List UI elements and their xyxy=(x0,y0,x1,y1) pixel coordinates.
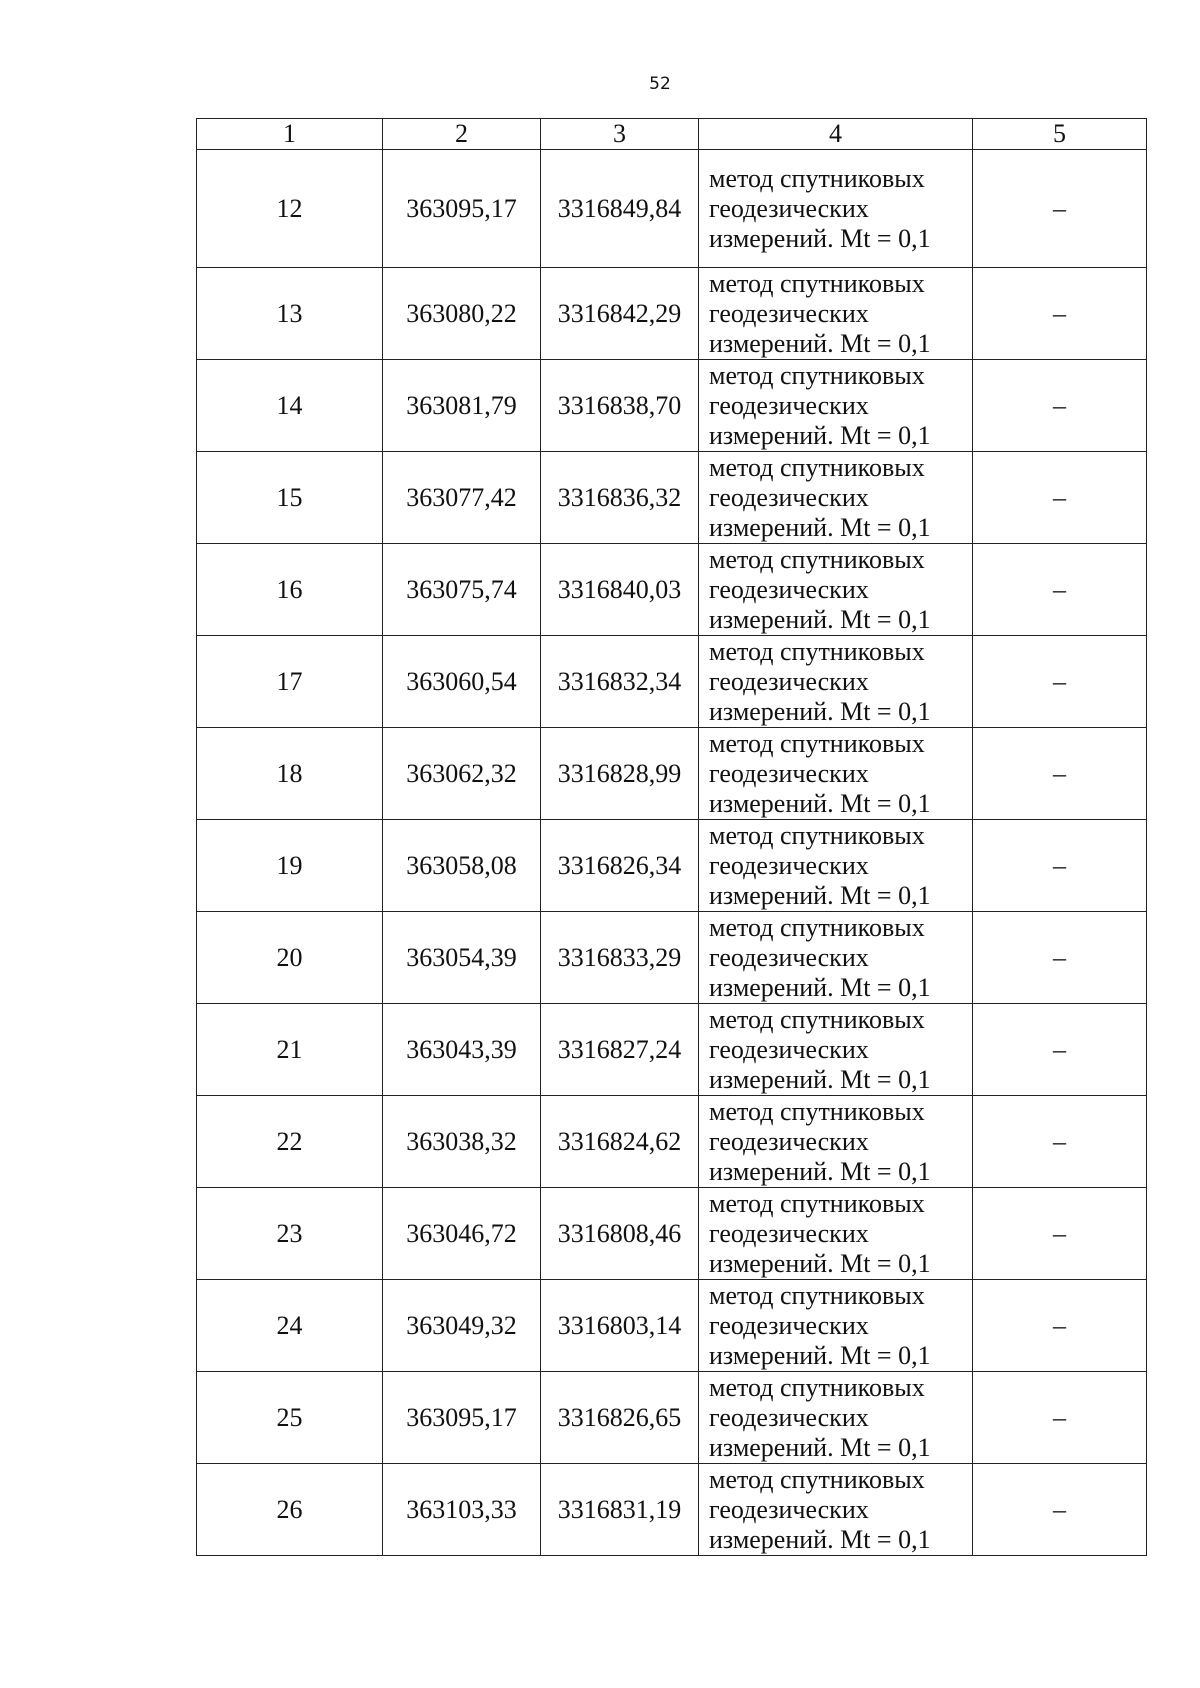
point-number-cell: 13 xyxy=(197,268,383,360)
point-number-cell: 26 xyxy=(197,1464,383,1556)
column-header-3: 3 xyxy=(541,119,699,150)
note-cell: – xyxy=(973,636,1147,728)
x-coordinate-cell: 363060,54 xyxy=(383,636,541,728)
point-number-cell: 24 xyxy=(197,1280,383,1372)
method-cell xyxy=(699,1464,973,1556)
method-line: измерений. Mt = 0,1 xyxy=(709,1064,931,1094)
note-cell: – xyxy=(973,360,1147,452)
table-row xyxy=(197,1372,1147,1464)
table-row xyxy=(197,820,1147,912)
x-coordinate-cell: 363054,39 xyxy=(383,912,541,1004)
method-cell xyxy=(699,820,973,912)
x-coordinate-cell: 363077,42 xyxy=(383,452,541,544)
y-coordinate-cell: 3316832,34 xyxy=(541,636,699,728)
y-coordinate-cell: 3316824,62 xyxy=(541,1096,699,1188)
method-line: метод спутниковых xyxy=(709,912,925,942)
y-coordinate-cell: 3316803,14 xyxy=(541,1280,699,1372)
y-coordinate-cell: 3316849,84 xyxy=(541,150,699,268)
method-line: измерений. Mt = 0,1 xyxy=(709,1156,931,1186)
method-line: геодезических xyxy=(709,574,869,604)
method-line: геодезических xyxy=(709,1402,869,1432)
method-line: геодезических xyxy=(709,298,869,328)
method-line: метод спутниковых xyxy=(709,452,925,482)
column-header-2: 2 xyxy=(383,119,541,150)
point-number-cell: 17 xyxy=(197,636,383,728)
method-line: геодезических xyxy=(709,1310,869,1340)
point-number-cell: 14 xyxy=(197,360,383,452)
table-row xyxy=(197,150,1147,268)
method-line: метод спутниковых xyxy=(709,1188,925,1218)
table-row xyxy=(197,452,1147,544)
method-cell xyxy=(699,1004,973,1096)
method-line: метод спутниковых xyxy=(709,728,925,758)
method-cell xyxy=(699,544,973,636)
page-number: 52 xyxy=(649,74,671,94)
method-line: метод спутниковых xyxy=(709,360,925,390)
note-cell: – xyxy=(973,268,1147,360)
column-header-5: 5 xyxy=(973,119,1147,150)
y-coordinate-cell: 3316827,24 xyxy=(541,1004,699,1096)
point-number-cell: 15 xyxy=(197,452,383,544)
y-coordinate-cell: 3316826,34 xyxy=(541,820,699,912)
method-line: геодезических xyxy=(709,482,869,512)
method-line: измерений. Mt = 0,1 xyxy=(709,1248,931,1278)
column-header-4: 4 xyxy=(699,119,973,150)
method-line: метод спутниковых xyxy=(709,820,925,850)
method-line: геодезических xyxy=(709,193,869,223)
method-line: измерений. Mt = 0,1 xyxy=(709,788,931,818)
x-coordinate-cell: 363075,74 xyxy=(383,544,541,636)
note-cell: – xyxy=(973,1004,1147,1096)
y-coordinate-cell: 3316840,03 xyxy=(541,544,699,636)
table-row xyxy=(197,268,1147,360)
method-line: геодезических xyxy=(709,758,869,788)
note-cell: – xyxy=(973,150,1147,268)
table-body xyxy=(197,150,1147,1556)
method-cell xyxy=(699,1096,973,1188)
method-cell xyxy=(699,268,973,360)
point-number-cell: 23 xyxy=(197,1188,383,1280)
method-line: измерений. Mt = 0,1 xyxy=(709,1524,931,1554)
table-row xyxy=(197,912,1147,1004)
x-coordinate-cell: 363081,79 xyxy=(383,360,541,452)
x-coordinate-cell: 363043,39 xyxy=(383,1004,541,1096)
method-line: измерений. Mt = 0,1 xyxy=(709,1340,931,1370)
table-row xyxy=(197,1096,1147,1188)
table-row xyxy=(197,1188,1147,1280)
y-coordinate-cell: 3316808,46 xyxy=(541,1188,699,1280)
y-coordinate-cell: 3316838,70 xyxy=(541,360,699,452)
note-cell: – xyxy=(973,452,1147,544)
method-line: геодезических xyxy=(709,1218,869,1248)
note-cell: – xyxy=(973,1188,1147,1280)
point-number-cell: 25 xyxy=(197,1372,383,1464)
x-coordinate-cell: 363080,22 xyxy=(383,268,541,360)
x-coordinate-cell: 363103,33 xyxy=(383,1464,541,1556)
table-row xyxy=(197,1280,1147,1372)
note-cell: – xyxy=(973,544,1147,636)
method-line: метод спутниковых xyxy=(709,1372,925,1402)
point-number-cell: 18 xyxy=(197,728,383,820)
method-line: метод спутниковых xyxy=(709,636,925,666)
method-cell xyxy=(699,452,973,544)
table-row xyxy=(197,636,1147,728)
method-line: геодезических xyxy=(709,1494,869,1524)
method-line: геодезических xyxy=(709,666,869,696)
y-coordinate-cell: 3316831,19 xyxy=(541,1464,699,1556)
point-number-cell: 12 xyxy=(197,150,383,268)
table-row xyxy=(197,544,1147,636)
method-line: метод спутниковых xyxy=(709,1004,925,1034)
method-cell xyxy=(699,150,973,268)
point-number-cell: 19 xyxy=(197,820,383,912)
note-cell: – xyxy=(973,1464,1147,1556)
y-coordinate-cell: 3316842,29 xyxy=(541,268,699,360)
method-line: геодезических xyxy=(709,942,869,972)
x-coordinate-cell: 363062,32 xyxy=(383,728,541,820)
point-number-cell: 16 xyxy=(197,544,383,636)
y-coordinate-cell: 3316828,99 xyxy=(541,728,699,820)
method-cell xyxy=(699,1280,973,1372)
method-cell xyxy=(699,1188,973,1280)
table-row xyxy=(197,1464,1147,1556)
method-line: геодезических xyxy=(709,390,869,420)
method-line: метод спутниковых xyxy=(709,544,925,574)
note-cell: – xyxy=(973,728,1147,820)
method-cell xyxy=(699,728,973,820)
method-line: метод спутниковых xyxy=(709,268,925,298)
method-line: геодезических xyxy=(709,1034,869,1064)
method-line: измерений. Mt = 0,1 xyxy=(709,696,931,726)
method-cell xyxy=(699,360,973,452)
method-line: метод спутниковых xyxy=(709,163,925,193)
x-coordinate-cell: 363095,17 xyxy=(383,1372,541,1464)
note-cell: – xyxy=(973,1280,1147,1372)
method-line: измерений. Mt = 0,1 xyxy=(709,420,931,450)
point-number-cell: 21 xyxy=(197,1004,383,1096)
method-line: измерений. Mt = 0,1 xyxy=(709,328,931,358)
y-coordinate-cell: 3316836,32 xyxy=(541,452,699,544)
x-coordinate-cell: 363038,32 xyxy=(383,1096,541,1188)
table-row xyxy=(197,728,1147,820)
method-line: геодезических xyxy=(709,1126,869,1156)
header-row xyxy=(197,119,1147,150)
x-coordinate-cell: 363058,08 xyxy=(383,820,541,912)
method-cell xyxy=(699,912,973,1004)
point-number-cell: 22 xyxy=(197,1096,383,1188)
coordinates-table xyxy=(196,118,1147,1556)
method-line: измерений. Mt = 0,1 xyxy=(709,604,931,634)
x-coordinate-cell: 363049,32 xyxy=(383,1280,541,1372)
note-cell: – xyxy=(973,1096,1147,1188)
table-row xyxy=(197,360,1147,452)
note-cell: – xyxy=(973,820,1147,912)
method-line: геодезических xyxy=(709,850,869,880)
note-cell: – xyxy=(973,1372,1147,1464)
x-coordinate-cell: 363046,72 xyxy=(383,1188,541,1280)
method-cell xyxy=(699,636,973,728)
method-line: метод спутниковых xyxy=(709,1464,925,1494)
method-line: измерений. Mt = 0,1 xyxy=(709,512,931,542)
x-coordinate-cell: 363095,17 xyxy=(383,150,541,268)
point-number-cell: 20 xyxy=(197,912,383,1004)
method-line: измерений. Mt = 0,1 xyxy=(709,880,931,910)
method-line: метод спутниковых xyxy=(709,1280,925,1310)
method-line: метод спутниковых xyxy=(709,1096,925,1126)
method-line: измерений. Mt = 0,1 xyxy=(709,972,931,1002)
y-coordinate-cell: 3316826,65 xyxy=(541,1372,699,1464)
column-header-1: 1 xyxy=(197,119,383,150)
note-cell: – xyxy=(973,912,1147,1004)
method-line: измерений. Mt = 0,1 xyxy=(709,223,931,253)
table-row xyxy=(197,1004,1147,1096)
method-line: измерений. Mt = 0,1 xyxy=(709,1432,931,1462)
y-coordinate-cell: 3316833,29 xyxy=(541,912,699,1004)
method-cell xyxy=(699,1372,973,1464)
